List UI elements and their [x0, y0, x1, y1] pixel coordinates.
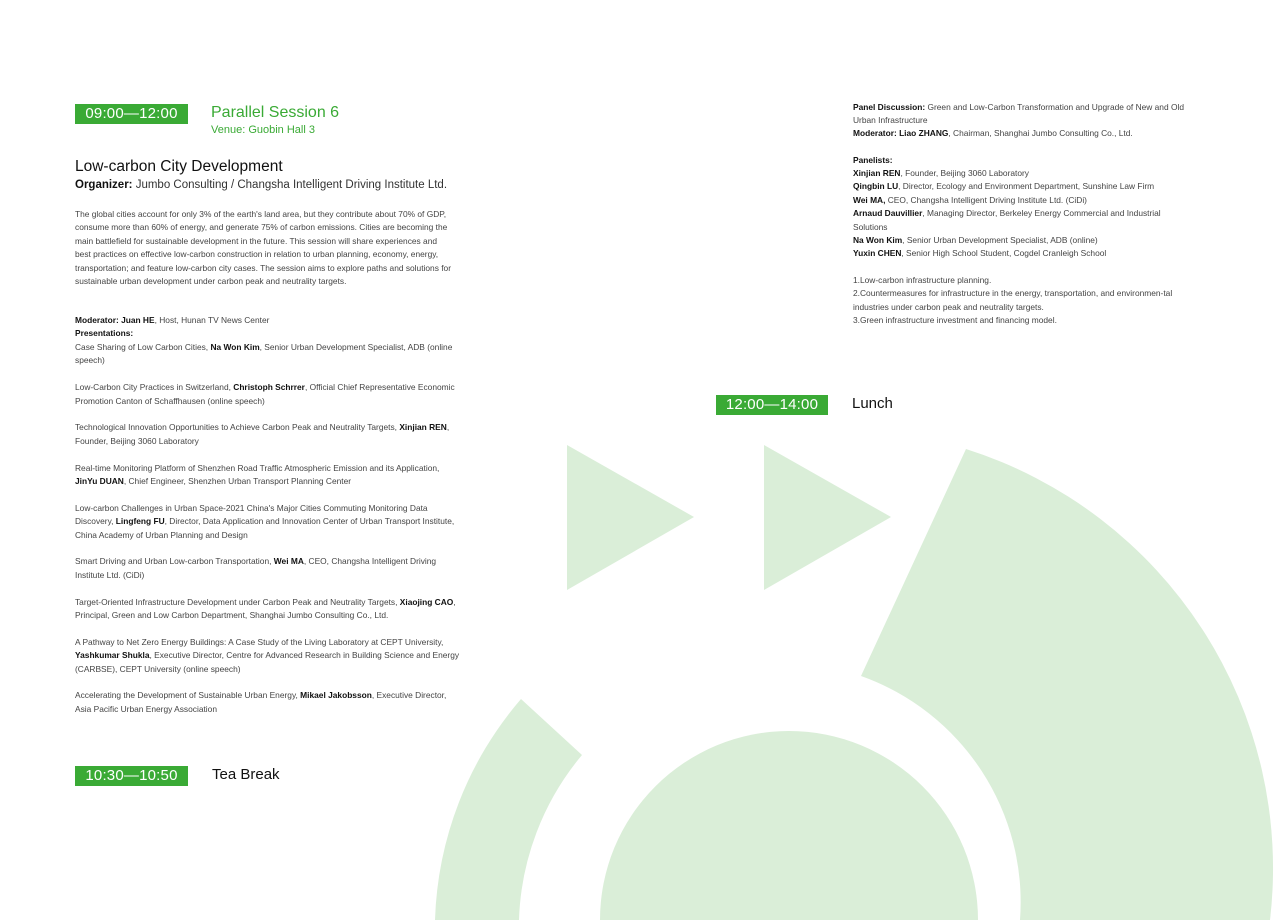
presentation-speaker-info: , Executive Director, Centre for Advanced Research in Building Science and Energy (CARBSE), CEPT University (online speech): [75, 650, 460, 674]
presentation-speaker-info: , Principal, Green and Low Carbon Department, Shanghai Jumbo Consulting Co., Ltd.: [75, 596, 456, 621]
session-topic: Low-carbon City Development: [75, 158, 283, 175]
panelist-name: Arnaud Dauvillier: [853, 208, 923, 219]
session-venue: Venue: Guobin Hall 3: [211, 124, 315, 136]
panel-topic-item: 3.Green infrastructure investment and financing model.: [853, 315, 1057, 326]
presentation-speaker-info: , Director, Data Application and Innovation Center of Urban Transport Institute, China Academy of Urban Planning and Design: [75, 516, 455, 540]
panelist-info: , Director, Ecology and Environment Department, Sunshine Law Firm: [898, 181, 1155, 192]
presentation-item: [75, 636, 460, 676]
panelist-name: Na Won Kim: [853, 235, 903, 246]
moderator-label: Moderator: Juan HE: [75, 315, 155, 325]
presentation-speaker: Yashkumar Shukla: [75, 650, 150, 661]
presentation-title: Case Sharing of Low Carbon Cities,: [75, 342, 211, 352]
panelist-info: , Senior High School Student, Cogdel Cranleigh School: [901, 248, 1107, 259]
presentation-list: [75, 341, 460, 730]
presentation-item: [75, 462, 460, 489]
presentation-speaker: Mikael Jakobsson: [300, 690, 372, 701]
presentation-item: [75, 555, 460, 582]
presentation-item: [75, 596, 460, 623]
panelist-item: [853, 167, 1188, 180]
panelist-item: [853, 247, 1188, 260]
presentation-item: [75, 341, 460, 368]
panelist-item: [853, 207, 1188, 234]
right-column: [640, 0, 1280, 920]
panelist-name: Wei MA,: [853, 194, 886, 205]
presentations-label: Presentations:: [75, 328, 134, 338]
panelist-info: , Senior Urban Development Specialist, ADB (online): [902, 235, 1098, 246]
panelist-item: [853, 180, 1188, 193]
presentation-speaker: Lingfeng FU: [115, 516, 165, 527]
panel-topic-item: 2.Countermeasures for infrastructure in the energy, transportation, and environmen-tal industries under carbon peak and neutrality targets.: [853, 288, 1173, 312]
presentation-speaker-info: , Founder, Beijing 3060 Laboratory: [75, 422, 450, 446]
presentation-speaker-info: , Senior Urban Development Specialist, ADB (online speech): [75, 342, 453, 366]
panelist-info: , Founder, Beijing 3060 Laboratory: [900, 168, 1029, 178]
lunch-label: Lunch: [852, 395, 893, 412]
presentation-speaker: Xinjian REN: [399, 422, 447, 433]
presentation-speaker-info: , Executive Director, Asia Pacific Urban Energy Association: [75, 690, 447, 714]
panel-moderator-value: , Chairman, Shanghai Jumbo Consulting Co., Ltd.: [948, 128, 1133, 138]
session-time-badge: 09:00—12:00: [75, 104, 188, 124]
organizer-value: Jumbo Consulting / Changsha Intelligent Driving Institute Ltd.: [132, 179, 448, 191]
presentation-title: Target-Oriented Infrastructure Development under Carbon Peak and Neutrality Targets,: [75, 596, 400, 607]
panelist-name: Yuxin CHEN: [853, 248, 902, 259]
panelist-list: [853, 167, 1188, 261]
tea-break-label: Tea Break: [212, 766, 280, 783]
presentation-speaker-info: , CEO, Changsha Intelligent Driving Institute Ltd. (CiDi): [75, 556, 437, 580]
panelist-item: [853, 194, 1188, 207]
panelists-label: Panelists:: [853, 155, 893, 165]
panel-label: Panel Discussion:: [853, 102, 926, 112]
panelist-info: , Managing Director, Berkeley Energy Commercial and Industrial Solutions: [853, 208, 1161, 232]
panel-discussion: [853, 101, 1188, 128]
moderator-value: , Host, Hunan TV News Center: [154, 315, 270, 325]
panelist-item: [853, 234, 1188, 247]
moderator-line: [75, 314, 460, 327]
panel-title: Green and Low-Carbon Transformation and Upgrade of New and Old Urban Infrastructure: [853, 102, 1184, 126]
presentation-title: Low-Carbon City Practices in Switzerland,: [75, 382, 234, 393]
panel-topic-list: [853, 274, 1183, 328]
presentation-speaker: Na Won Kim: [210, 342, 260, 352]
panelist-name: Xinjian REN: [853, 168, 901, 178]
presentation-speaker: Wei MA: [273, 556, 304, 567]
presentation-title: Smart Driving and Urban Low-carbon Transportation,: [75, 556, 274, 567]
session-intro: The global cities account for only 3% of the earth's land area, but they contribute about 70% of GDP, consume more than 60% of energy, and generate 75% of carbon emissions. Cities are becoming the main battlefield for sustainable development in the future. This session will share experiences and best practices on effective low-carbon construction in relation to urban planning, economy, energy, transportation; and feature low-carbon city cases. The session aims to explore paths and solutions for sustainable urban development under carbon peak and neutrality targets.: [75, 209, 451, 287]
session-title: Parallel Session 6: [211, 104, 340, 121]
presentation-title: Real-time Monitoring Platform of Shenzhen Road Traffic Atmospheric Emission and its Application,: [75, 462, 440, 473]
presentation-speaker-info: , Chief Engineer, Shenzhen Urban Transport Planning Center: [123, 476, 352, 487]
organizer: [75, 179, 447, 191]
panelist-info: CEO, Changsha Intelligent Driving Institute Ltd. (CiDi): [885, 194, 1087, 205]
presentation-item: [75, 421, 460, 448]
tea-break-time-badge: 10:30—10:50: [75, 766, 188, 786]
panel-topic-item: 1.Low-carbon infrastructure planning.: [853, 275, 992, 285]
presentation-title: Technological Innovation Opportunities to Achieve Carbon Peak and Neutrality Targets,: [75, 422, 400, 433]
presentation-speaker: Christoph Schrrer: [233, 382, 305, 393]
presentation-speaker-info: , Official Chief Representative Economic Promotion Canton of Schaffhausen (online speech): [75, 382, 455, 406]
organizer-label: Organizer:: [75, 179, 133, 191]
presentation-speaker: JinYu DUAN: [75, 476, 124, 487]
presentation-item: [75, 502, 460, 542]
presentation-item: [75, 381, 460, 408]
presentation-item: [75, 689, 460, 716]
presentation-title: Low-carbon Challenges in Urban Space-2021 China's Major Cities Commuting Monitoring Data Discovery,: [75, 502, 428, 527]
presentation-title: A Pathway to Net Zero Energy Buildings: A Case Study of the Living Laboratory at CEPT University,: [75, 636, 444, 647]
presentation-speaker: Xiaojing CAO: [399, 596, 454, 607]
panelist-name: Qingbin LU: [853, 181, 899, 192]
presentation-title: Accelerating the Development of Sustainable Urban Energy,: [75, 690, 301, 701]
lunch-time-badge: 12:00—14:00: [716, 395, 828, 415]
panel-moderator-label: Moderator: Liao ZHANG: [853, 128, 949, 138]
panel-moderator: [853, 127, 1188, 140]
